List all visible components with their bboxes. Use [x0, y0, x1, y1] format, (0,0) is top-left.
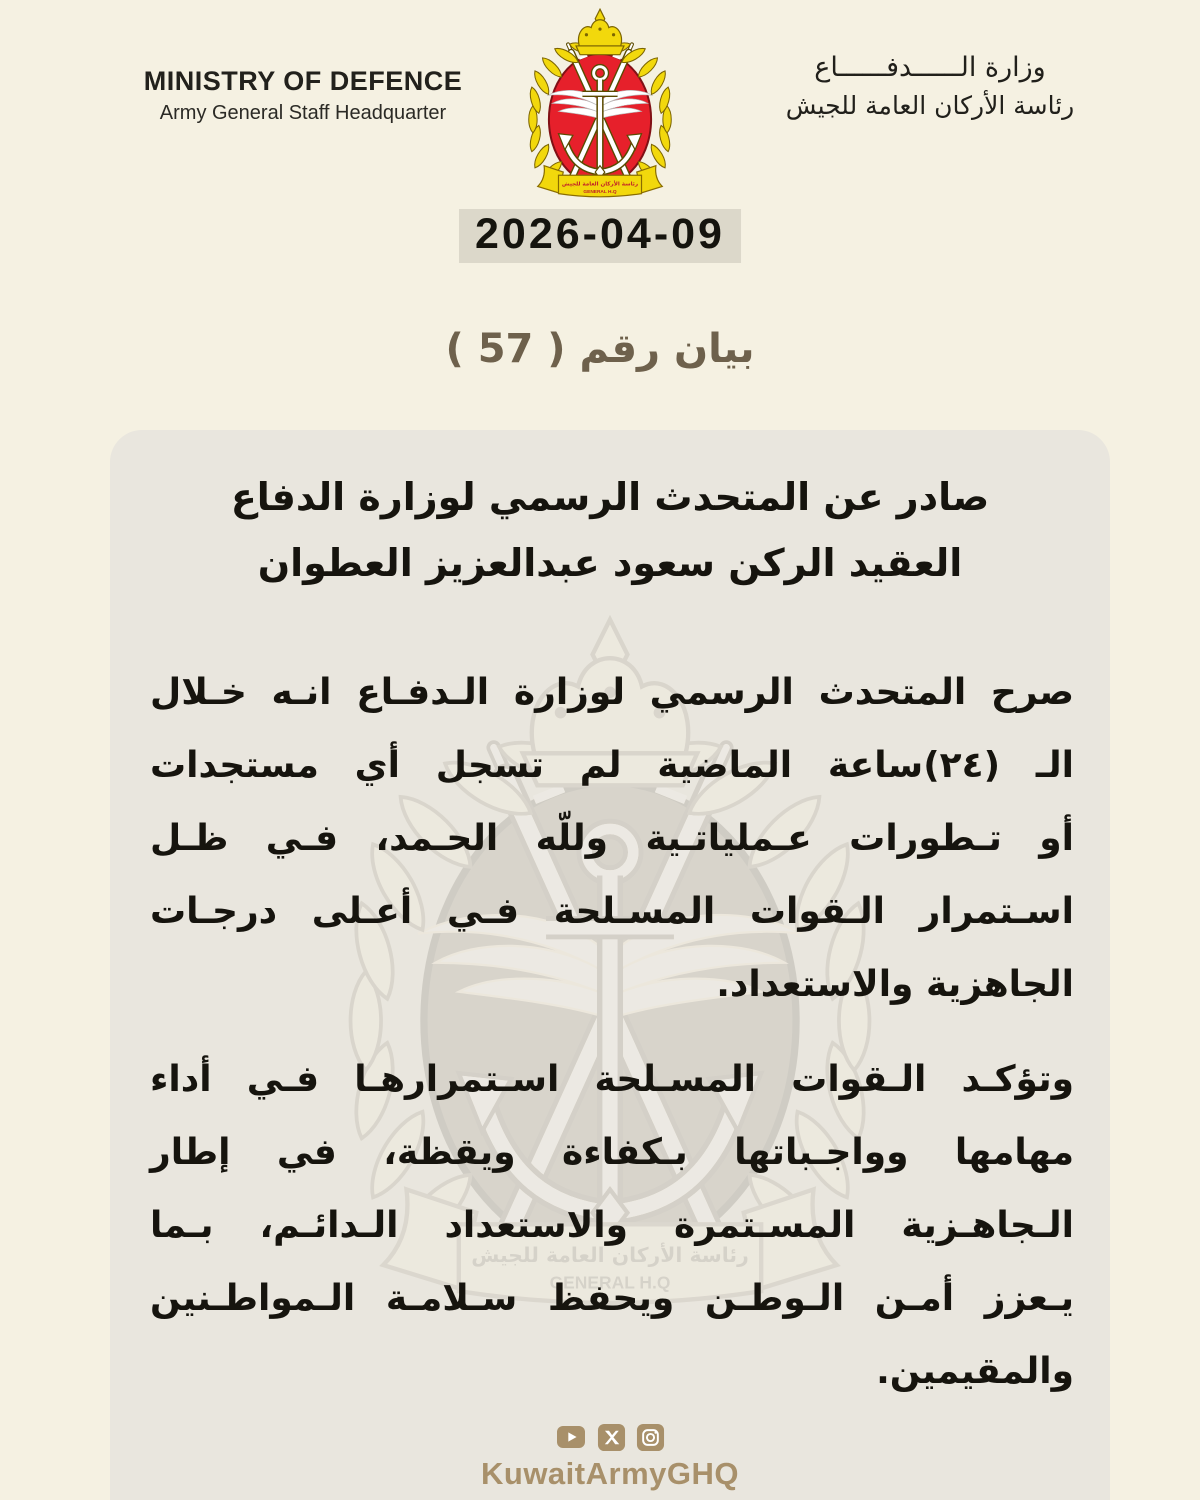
instagram-icon[interactable] — [636, 1423, 665, 1452]
statement-title-line: العقيد الركن سعود عبدالعزيز العطوان — [257, 541, 963, 585]
body-line: يـعزز أمـن الـوطـن ويحفظ سـلامـة الـمواطـنين — [150, 1278, 1074, 1319]
x-icon[interactable] — [597, 1423, 626, 1452]
body-line: أو تـطورات عـملياتـية وللّه الحـمد، فـي ظـل — [150, 818, 1074, 859]
date-badge: 2026-04-09 — [459, 209, 741, 263]
statement-title — [150, 464, 1070, 596]
body-line: الـ (٢٤)ساعة الماضية لم تسجل أي مستجدات — [150, 745, 1074, 786]
statement-card — [110, 430, 1110, 1500]
social-handle: KuwaitArmyGHQ — [481, 1456, 739, 1491]
body-line: الـجاهـزية المسـتمرة والاستعداد الـدائـم، بـما — [150, 1205, 1074, 1246]
statement-paragraph-1 — [150, 656, 1074, 1021]
army-crest-icon — [512, 6, 688, 204]
statement-title-line: صادر عن المتحدث الرسمي لوزارة الدفاع — [230, 475, 990, 519]
statement-paragraph-2 — [150, 1043, 1074, 1408]
mod-emblem — [512, 6, 688, 208]
statement-body — [150, 656, 1074, 1408]
banner-text-en: GENERAL H.Q — [583, 189, 617, 195]
body-line: وتؤكـد الـقوات المسـلحة اسـتمرارهـا فـي أداء — [150, 1059, 1074, 1100]
body-line: والمقيمين. — [876, 1351, 1074, 1392]
header-english-block — [138, 66, 468, 125]
youtube-icon[interactable] — [555, 1422, 587, 1452]
crest-crown-icon — [576, 9, 624, 55]
body-line: مهامها وواجـباتها بـكفاءة ويقظة، في إطار — [150, 1132, 1074, 1173]
ministry-title-en: MINISTRY OF DEFENCE — [143, 66, 463, 96]
body-line: الجاهزية والاستعداد. — [716, 964, 1074, 1005]
body-line: صرح المتحدث الرسمي لوزارة الـدفـاع انـه خـلال — [150, 672, 1074, 713]
statement-number: بيان رقم ( 57 ) — [445, 326, 755, 372]
header-arabic-block — [760, 52, 1100, 120]
ministry-title-ar: وزارة الــــــدفــــــاع — [814, 52, 1046, 83]
social-icons-row — [110, 1422, 1110, 1452]
ministry-subtitle-en: Army General Staff Headquarter — [159, 102, 447, 124]
banner-text-ar: رئاسة الأركان العامة للجيش — [561, 181, 639, 188]
body-line: اسـتمرار الـقوات المسـلحة فـي أعـلى درجـات — [150, 891, 1074, 932]
ministry-subtitle-ar: رئاسة الأركان العامة للجيش — [785, 91, 1075, 120]
